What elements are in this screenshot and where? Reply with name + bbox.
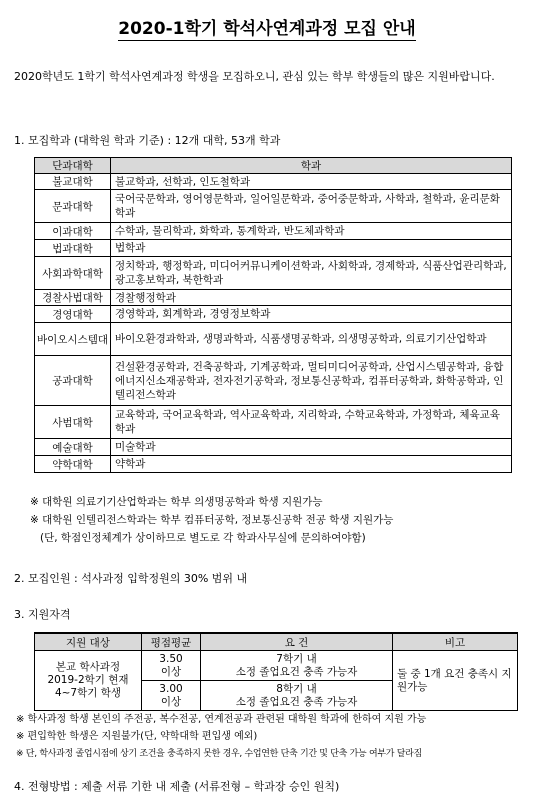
dept-cell: 법학과: [111, 240, 512, 257]
requirement-line: 소정 졸업요건 충족 가능자: [235, 665, 358, 678]
table-row: [35, 190, 512, 223]
table-row: [35, 406, 512, 439]
note-transfer: ※ 편입학한 학생은 지원불가(단, 약학대학 편입생 예외): [16, 731, 258, 742]
page-title: 2020-1학기 학석사연계과정 모집 안내: [118, 19, 416, 39]
gpa-value: 3.50: [159, 652, 183, 665]
eligibility-table: [34, 632, 518, 711]
dept-cell: 바이오환경과학과, 생명과학과, 식품생명공학과, 의생명공학과, 의료기기산업학과: [111, 323, 512, 356]
dept-cell: 교육학과, 국어교육학과, 역사교육학과, 지리학과, 수학교육학과, 가정학과, 체육교육학과: [111, 406, 512, 439]
table-header-row: [35, 633, 518, 651]
dept-cell: 경영학과, 회계학과, 경영정보학과: [111, 306, 512, 323]
college-cell: 이과대학: [35, 223, 111, 240]
header-target: 지원 대상: [35, 633, 142, 651]
table-header-row: [35, 158, 512, 174]
note-graduation: ※ 단, 학사과정 졸업시점에 상기 조건을 충족하지 못한 경우, 수업연한 단축 기간 및 단축 가능 여부가 달라짐: [16, 749, 422, 759]
header-remark: 비고: [393, 633, 518, 651]
header-dept: 학과: [111, 158, 512, 174]
requirement-line: 7학기 내: [276, 652, 317, 665]
section-4-heading: 4. 전형방법 : 제출 서류 기한 내 제출 (서류전형 – 학과장 승인 원칙): [14, 780, 340, 793]
table-row: [35, 174, 512, 190]
college-cell: 예술대학: [35, 439, 111, 456]
section-1-heading: 1. 모집학과 (대학원 학과 기준) : 12개 대학, 53개 학과: [14, 134, 281, 147]
table-row: [35, 323, 512, 356]
note-major-related: ※ 학사과정 학생 본인의 주전공, 복수전공, 연계전공과 관련된 대학원 학과에 한하여 지원 가능: [16, 714, 427, 725]
dept-cell: 정치학과, 행정학과, 미디어커뮤니케이션학과, 사회학과, 경제학과, 식품산업관리학과, 광고홍보학과, 북한학과: [111, 257, 512, 290]
target-line: 4~7학기 학생: [54, 687, 122, 699]
gpa-suffix: 이상: [160, 665, 182, 678]
note-credit-system: (단, 학점인정체계가 상이하므로 별도로 각 학과사무실에 문의하여야함): [40, 532, 366, 544]
college-cell: 경영대학: [35, 306, 111, 323]
college-cell: 약학대학: [35, 456, 111, 473]
table-row: [35, 290, 512, 306]
table-row: [35, 223, 512, 240]
dept-cell: 미술학과: [111, 439, 512, 456]
table-row: [35, 240, 512, 257]
table-row: [35, 651, 518, 681]
target-line: 본교 학사과정: [55, 661, 121, 673]
departments-table: [34, 157, 512, 473]
section-2-heading: 2. 모집인원 : 석사과정 입학정원의 30% 범위 내: [14, 572, 248, 585]
target-cell: [35, 651, 142, 711]
dept-cell: 약학과: [111, 456, 512, 473]
header-gpa: 평점평균: [142, 633, 201, 651]
college-cell: 바이오시스템대: [35, 323, 111, 356]
intro-text: 2020학년도 1학기 학석사연계과정 학생을 모집하오니, 관심 있는 학부 학생들의 많은 지원바랍니다.: [14, 70, 495, 83]
gpa-value: 3.00: [159, 682, 183, 695]
table-row: [35, 439, 512, 456]
note-intelligence: ※ 대학원 인텔리전스학과는 학부 컴퓨터공학, 정보통신공학 전공 학생 지원가능: [30, 514, 394, 526]
college-cell: 불교대학: [35, 174, 111, 190]
table-row: [35, 306, 512, 323]
dept-cell: 경찰행정학과: [111, 290, 512, 306]
header-college: 단과대학: [35, 158, 111, 174]
requirement-cell: [201, 681, 393, 711]
college-cell: 사범대학: [35, 406, 111, 439]
requirement-line: 8학기 내: [276, 682, 317, 695]
target-line: 2019-2학기 현재: [47, 674, 129, 686]
dept-cell: 불교학과, 선학과, 인도철학과: [111, 174, 512, 190]
gpa-suffix: 이상: [160, 695, 182, 708]
requirement-cell: [201, 651, 393, 681]
requirement-line: 소정 졸업요건 충족 가능자: [235, 695, 358, 708]
table-row: [35, 356, 512, 406]
table-row: [35, 456, 512, 473]
remark-cell: 둘 중 1개 요건 충족시 지원가능: [393, 651, 518, 711]
college-cell: 공과대학: [35, 356, 111, 406]
section-3-heading: 3. 지원자격: [14, 608, 71, 621]
college-cell: 문과대학: [35, 190, 111, 223]
dept-cell: 국어국문학과, 영어영문학과, 일어일문학과, 중어중문학과, 사학과, 철학과, 윤리문화학과: [111, 190, 512, 223]
note-medical-device: ※ 대학원 의료기기산업학과는 학부 의생명공학과 학생 지원가능: [30, 496, 323, 508]
table-row: [35, 257, 512, 290]
dept-cell: 수학과, 물리학과, 화학과, 통계학과, 반도체과학과: [111, 223, 512, 240]
college-cell: 사회과학대학: [35, 257, 111, 290]
dept-cell: 건설환경공학과, 건축공학과, 기계공학과, 멀티미디어공학과, 산업시스템공학과, 융합에너지신소재공학과, 전자전기공학과, 정보통신공학과, 컴퓨터공학과, 화학공학과, 인텔리전스학과: [111, 356, 512, 406]
header-requirement: 요 건: [201, 633, 393, 651]
college-cell: 경찰사법대학: [35, 290, 111, 306]
gpa-cell: [142, 651, 201, 681]
gpa-cell: [142, 681, 201, 711]
college-cell: 법과대학: [35, 240, 111, 257]
